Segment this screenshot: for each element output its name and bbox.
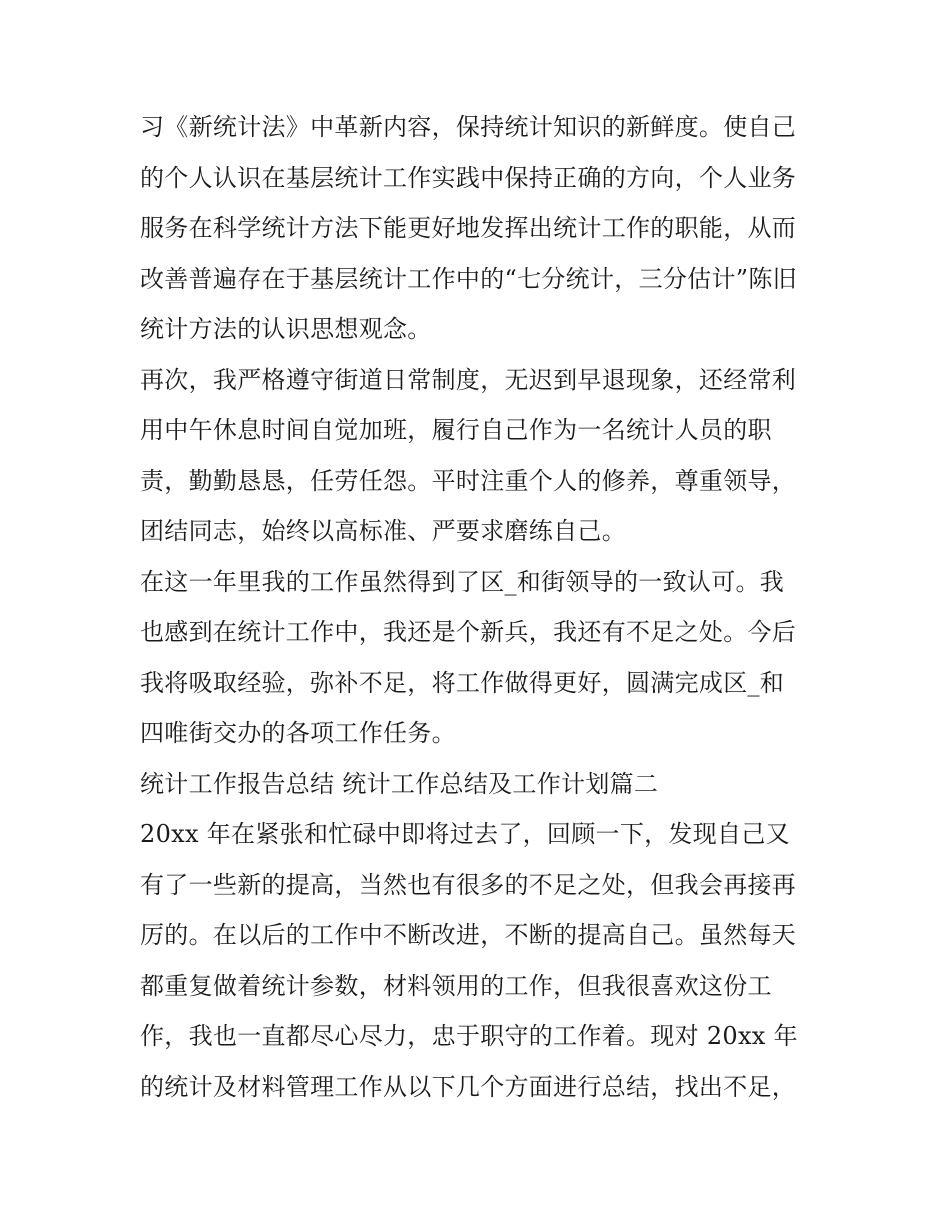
text-line: 的统计及材料管理工作从以下几个方面进行总结，找出不足，	[140, 1072, 797, 1101]
text-line: 再次，我严格遵守街道日常制度，无迟到早退现象，还经常利	[140, 365, 797, 394]
text-line: 我将吸取经验，弥补不足，将工作做得更好，圆满完成区_和	[140, 668, 785, 697]
text-line: 统计方法的认识思想观念。	[140, 315, 432, 343]
text-line: 团结同志，始终以高标准、严要求磨练自己。	[140, 517, 626, 545]
document-body	[140, 102, 820, 1112]
text-line: 厉的。在以后的工作中不断改进，不断的提高自己。虽然每天	[140, 921, 797, 949]
text-line: 服务在科学统计方法下能更好地发挥出统计工作的职能，从而	[140, 214, 797, 242]
text-line: 责，勤勤恳恳，任劳任怨。平时注重个人的修养，尊重领导，	[140, 466, 797, 495]
text-line: 都重复做着统计参数，材料领用的工作，但我很喜欢这份工	[140, 971, 772, 1000]
paragraph-statistics-law	[140, 102, 820, 355]
text-line: 也感到在统计工作中，我还是个新兵，我还有不足之处。今后	[140, 618, 797, 646]
paragraph-annual-review	[140, 809, 820, 1112]
text-line: 用中午休息时间自觉加班，履行自己作为一名统计人员的职	[140, 416, 772, 444]
section-heading	[140, 759, 820, 810]
paragraph-work-discipline	[140, 355, 820, 557]
section-title: 统计工作报告总结 统计工作总结及工作计划篇二	[140, 769, 659, 798]
text-line: 四唯街交办的各项工作任务。	[140, 719, 456, 747]
text-line: 作，我也一直都尽心尽力，忠于职守的工作着。现对 20xx 年	[140, 1022, 798, 1050]
text-line: 习《新统计法》中革新内容，保持统计知识的新鲜度。使自己	[140, 113, 797, 141]
paragraph-reflection	[140, 557, 820, 759]
text-line: 的个人认识在基层统计工作实践中保持正确的方向，个人业务	[140, 163, 797, 192]
text-line: 改善普遍存在于基层统计工作中的“七分统计，三分估计”陈旧	[140, 264, 797, 293]
text-line: 有了一些新的提高，当然也有很多的不足之处，但我会再接再	[140, 870, 797, 899]
text-line: 20xx 年在紧张和忙碌中即将过去了，回顾一下，发现自己又	[140, 820, 790, 848]
text-line: 在这一年里我的工作虽然得到了区_和街领导的一致认可。我	[140, 567, 785, 596]
